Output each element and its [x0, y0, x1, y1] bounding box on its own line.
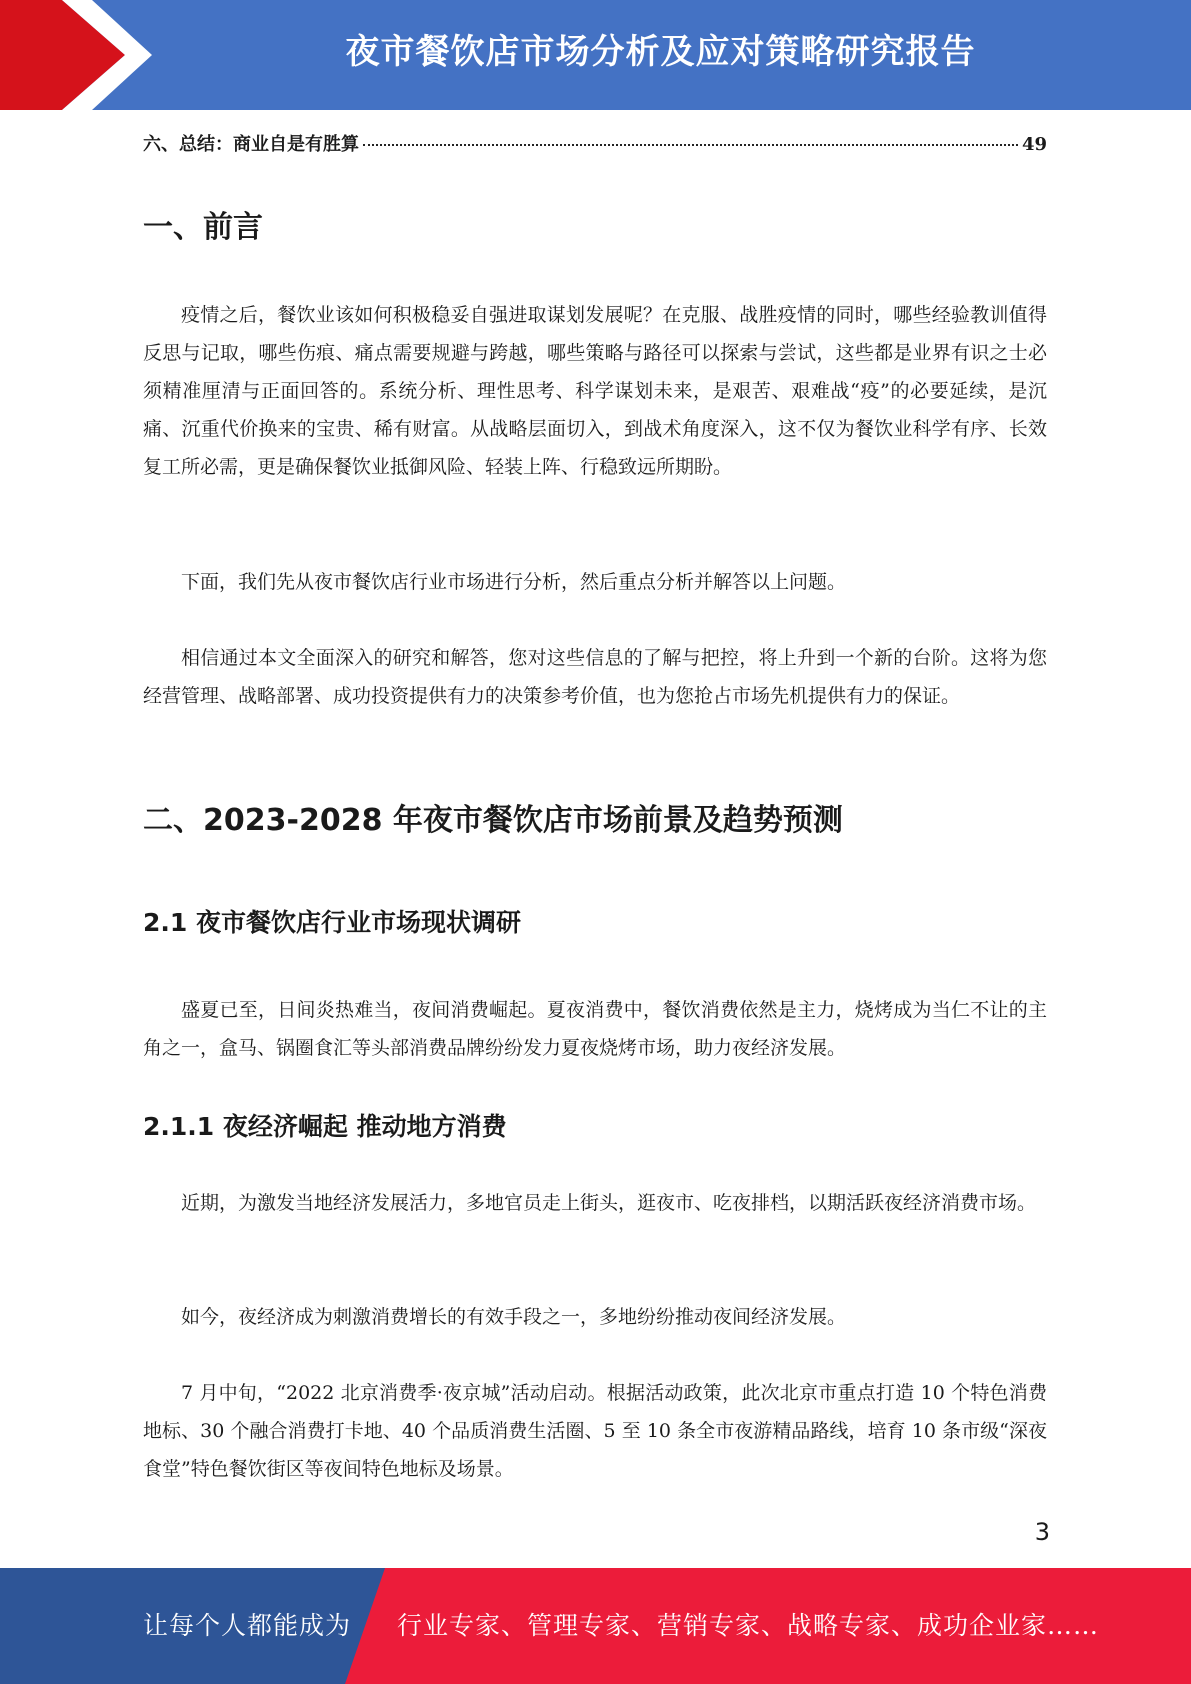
preface-paragraph-2: 下面，我们先从夜市餐饮店行业市场进行分析，然后重点分析并解答以上问题。	[181, 571, 847, 593]
forecast-heading: 二、2023-2028 年夜市餐饮店市场前景及趋势预测	[143, 803, 843, 838]
page-header	[0, 0, 1191, 110]
subsection-heading-2-1: 2.1 夜市餐饮店行业市场现状调研	[143, 908, 521, 937]
page-number: 3	[1034, 1518, 1050, 1546]
footer-slogan-right: 行业专家、管理专家、营销专家、战略专家、成功企业家……	[397, 1611, 1100, 1640]
header-title: 夜市餐饮店市场分析及应对策略研究报告	[345, 32, 976, 72]
toc-leader-dots	[363, 144, 1018, 146]
toc-entry-label: 六、总结：商业自是有胜算	[143, 134, 359, 155]
footer-slogan-left: 让每个人都能成为	[143, 1611, 352, 1640]
subsection-paragraph-2-1-1-b: 如今，夜经济成为刺激消费增长的有效手段之一，多地纷纷推动夜间经济发展。	[181, 1306, 847, 1328]
subsection-paragraph-2-1-1-c: 7 月中旬，“2022 北京消费季·夜京城”活动启动。根据活动政策，此次北京市重点打造 10 个特色消费地标、30 个融合消费打卡地、40 个品质消费生活圈、5 至 10 条全市夜游精品路线，培育 10 条市级“深夜食堂”特色餐饮街区等夜间特色地标及场景。	[143, 1382, 1047, 1480]
toc-entry-page: 49	[1021, 134, 1047, 155]
subsection-heading-2-1-1: 2.1.1 夜经济崛起 推动地方消费	[143, 1112, 507, 1141]
preface-paragraph-1: 疫情之后，餐饮业该如何积极稳妥自强进取谋划发展呢？在克服、战胜疫情的同时，哪些经验教训值得反思与记取，哪些伤痕、痛点需要规避与跨越，哪些策略与路径可以探索与尝试，这些都是业界有识之士必须精准厘清与正面回答的。系统分析、理性思考、科学谋划未来，是艰苦、艰难战“疫”的必要延续，是沉痛、沉重代价换来的宝贵、稀有财富。从战略层面切入，到战术角度深入，这不仅为餐饮业科学有序、长效复工所必需，更是确保餐饮业抵御风险、轻装上阵、行稳致远所期盼。	[143, 304, 1047, 478]
preface-paragraph-3: 相信通过本文全面深入的研究和解答，您对这些信息的了解与把控，将上升到一个新的台阶。这将为您经营管理、战略部署、成功投资提供有力的决策参考价值，也为您抢占市场先机提供有力的保证。	[143, 647, 1047, 707]
preface-heading: 一、前言	[143, 210, 263, 245]
page-footer	[0, 1568, 1191, 1684]
subsection-paragraph-2-1-1-a: 近期，为激发当地经济发展活力，多地官员走上街头，逛夜市、吃夜排档，以期活跃夜经济消费市场。	[181, 1192, 1037, 1214]
toc-entry[interactable]	[143, 130, 1047, 156]
subsection-paragraph-2-1: 盛夏已至，日间炎热难当，夜间消费崛起。夏夜消费中，餐饮消费依然是主力，烧烤成为当仁不让的主角之一，盒马、锅圈食汇等头部消费品牌纷纷发力夏夜烧烤市场，助力夜经济发展。	[143, 999, 1047, 1059]
